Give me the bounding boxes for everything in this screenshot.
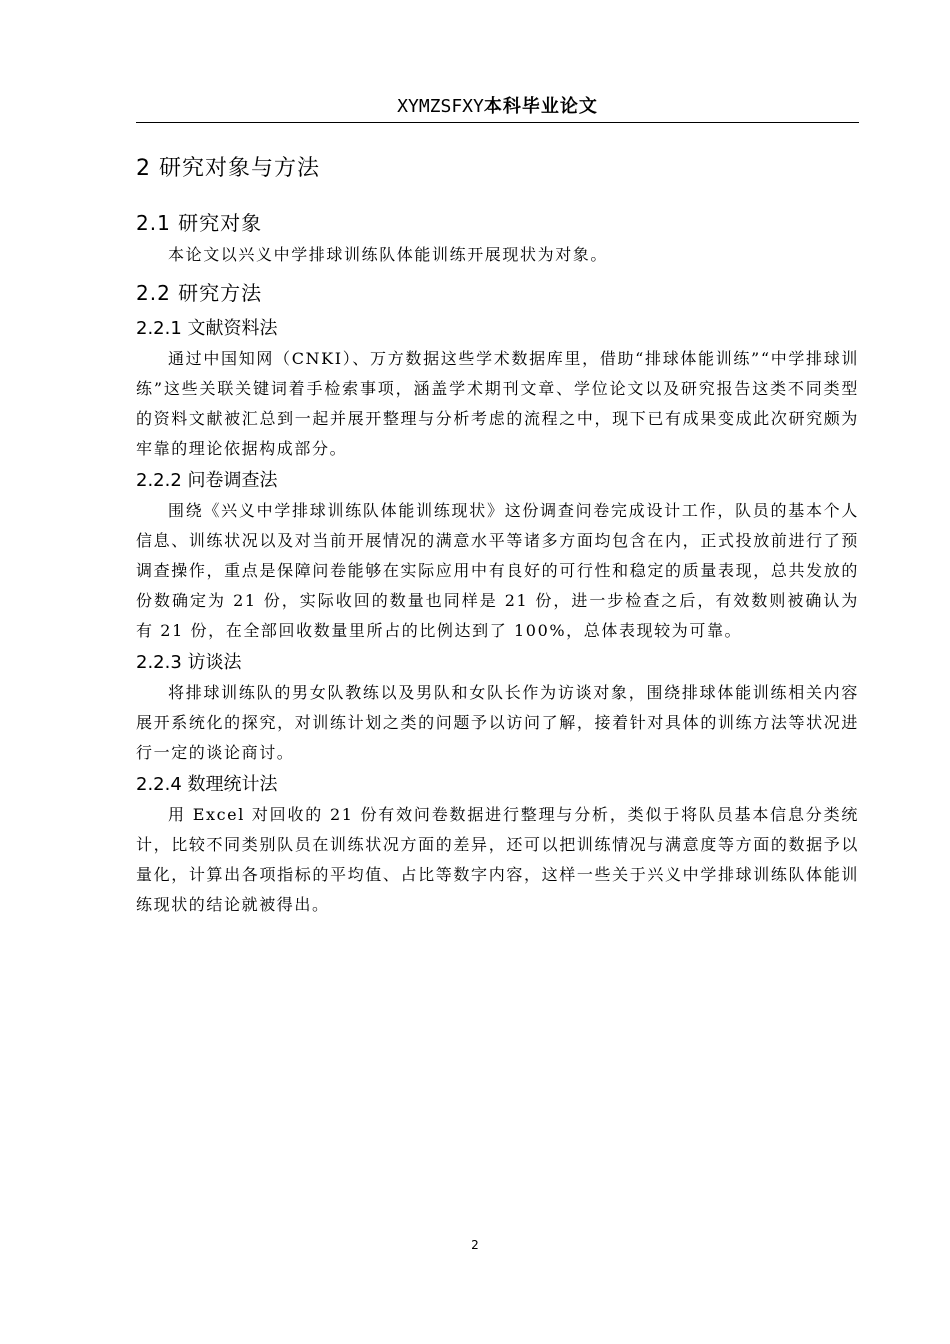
section-title: 2 研究对象与方法 <box>136 156 320 181</box>
paragraph-2-2-2: 围绕《兴义中学排球训练队体能训练现状》这份调查问卷完成设计工作，队员的基本个人信息、训练状况以及对当前开展情况的满意水平等诸多方面均包含在内，正式投放前进行了预调查操作，重点是保障问卷能够在实际应用中有良好的可行性和稳定的质量表现，总共发放的份数确定为 21 份，实际收回的数量也同样是 21 份，进一步检查之后，有效数则被确认为有 21 份，在全部回收数量里所占的比例达到了 100%，总体表现较为可靠。 <box>136 501 859 640</box>
paragraph-2-2-1: 通过中国知网（CNKI）、万方数据这些学术数据库里，借助“排球体能训练”“中学排球训练”这些关联关键词着手检索事项，涵盖学术期刊文章、学位论文以及研究报告这类不同类型的资料文献被汇总到一起并展开整理与分析考虑的流程之中，现下已有成果变成此次研究颇为牢靠的理论依据构成部分。 <box>136 349 859 458</box>
running-header <box>136 94 859 123</box>
subsection-title-2-1: 2.1 研究对象 <box>136 211 263 235</box>
subsubsection-title-2-2-3: 2.2.3 访谈法 <box>136 652 242 673</box>
header-thesis-type: 本科毕业论文 <box>483 96 598 117</box>
subsubsection-title-2-2-4: 2.2.4 数理统计法 <box>136 774 278 795</box>
header-school-code: XYMZSFXY <box>397 96 484 117</box>
paragraph-2-1: 本论文以兴义中学排球训练队体能训练开展现状为对象。 <box>168 245 609 264</box>
paragraph-2-2-4: 用 Excel 对回收的 21 份有效问卷数据进行整理与分析，类似于将队员基本信息分类统计，比较不同类别队员在训练状况方面的差异，还可以把训练情况与满意度等方面的数据予以量化，计算出各项指标的平均值、占比等数字内容，这样一些关于兴义中学排球训练队体能训练现状的结论就被得出。 <box>136 805 859 914</box>
subsection-title-2-2: 2.2 研究方法 <box>136 281 263 305</box>
paragraph-2-2-3: 将排球训练队的男女队教练以及男队和女队长作为访谈对象，围绕排球体能训练相关内容展开系统化的探究，对训练计划之类的问题予以访问了解，接着针对具体的训练方法等状况进行一定的谈论商讨。 <box>136 683 859 762</box>
subsubsection-title-2-2-2: 2.2.2 问卷调查法 <box>136 470 278 491</box>
subsubsection-title-2-2-1: 2.2.1 文献资料法 <box>136 318 278 339</box>
page-body <box>136 146 859 920</box>
page-number: 2 <box>471 1238 479 1252</box>
